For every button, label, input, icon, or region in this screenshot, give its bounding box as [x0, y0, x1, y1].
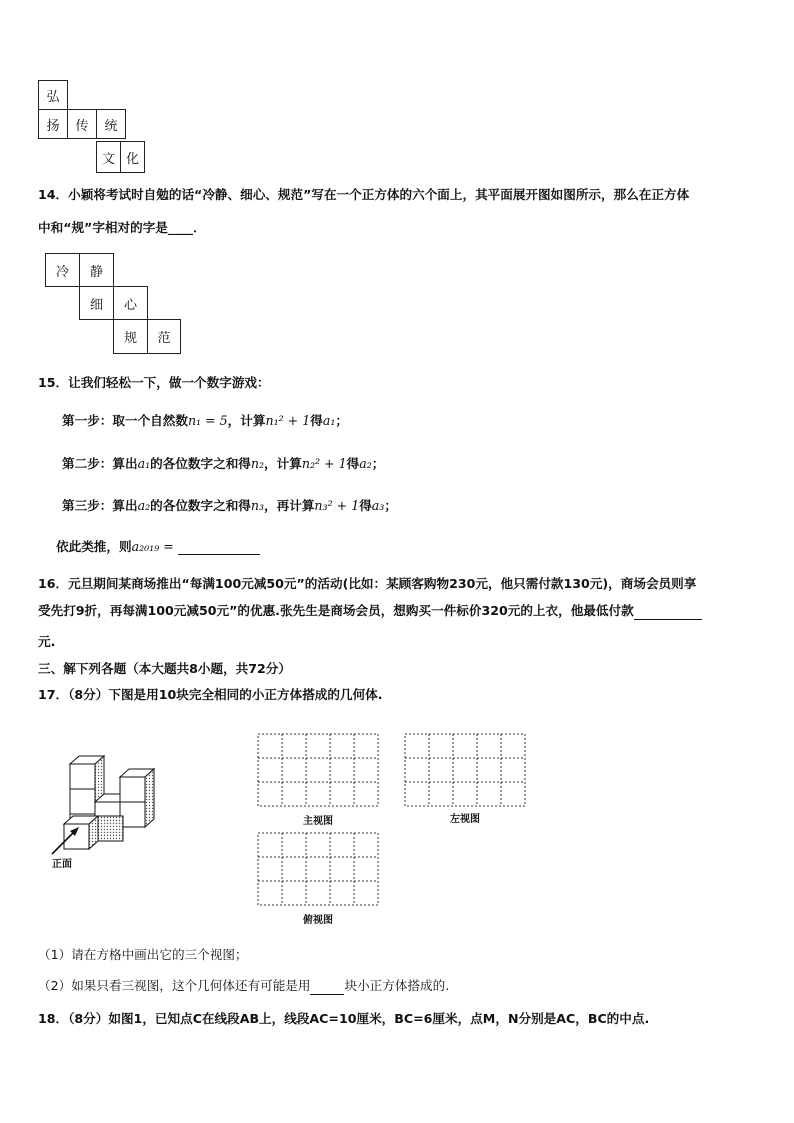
step1-text-b: ，计算 — [227, 413, 266, 428]
step1-text-c: 得 — [310, 413, 323, 428]
net-cell: 冷 — [45, 253, 80, 287]
question-16-line1: 16．元旦期间某商场推出“每满100元减50元”的活动(比如：某顾客购物230元，他只需付款130元)，商场会员则享 — [38, 576, 697, 591]
question-18-title: 18．（8分）如图1，已知点C在线段AB上，线段AC=10厘米，BC=6厘米，点M，N分别是AC，BC的中点. — [38, 1011, 650, 1026]
q15-step2: 第二步：算出a₁的各位数字之和得n₂，计算n₂² + 1得a₂； — [62, 456, 385, 471]
net-cell: 心 — [113, 286, 148, 320]
a2019-symbol: a₂₀₁₉ = — [131, 539, 174, 554]
question-15-intro: 15．让我们轻松一下，做一个数字游戏： — [38, 375, 270, 390]
a1-symbol: a₁ — [137, 456, 151, 471]
top-view-grid[interactable] — [257, 832, 379, 906]
step1-text-a: 第一步：取一个自然数 — [62, 413, 188, 428]
expr-n2: n₂² + 1 — [301, 456, 347, 471]
cube-stack-figure — [46, 750, 166, 872]
section-heading: 三、解下列各题（本大题共8小题，共72分） — [38, 661, 291, 676]
net-cell: 化 — [120, 141, 145, 173]
step3-text-a: 第三步：算出 — [62, 498, 138, 513]
n1-eq: n₁ = 5 — [187, 413, 228, 428]
step2-text-d: 得 — [346, 456, 360, 471]
a3-symbol: a₃ — [371, 498, 385, 513]
step3-text-b: 的各位数字之和得 — [150, 498, 251, 513]
step2-text-a: 第二步：算出 — [62, 456, 138, 471]
q16-line2-text: 受先打9折，再每满100元减50元”的优惠.张先生是商场会员，想购买一件标价320元的上衣，他最低付款 — [38, 603, 634, 618]
main-view-grid[interactable] — [257, 733, 379, 807]
front-label: 正面 — [52, 859, 72, 870]
expr-n3: n₃² + 1 — [314, 498, 360, 513]
answer-blank[interactable] — [634, 605, 702, 620]
net-cell: 静 — [79, 253, 114, 287]
step3-text-d: 得 — [359, 498, 372, 513]
net-cell: 规 — [113, 319, 148, 354]
step2-text-c: ，计算 — [264, 456, 302, 471]
net-cell: 弘 — [38, 80, 68, 110]
n3-symbol: n₃ — [250, 498, 265, 513]
question-14-line1: 14．小颖将考试时自勉的话“冷静、细心、规范”写在一个正方体的六个面上，其平面展开图如图所示，那么在正方体 — [38, 187, 690, 202]
question-16-line3: 元. — [38, 634, 56, 649]
a2-symbol: a₂ — [137, 498, 151, 513]
question-14-line2: 中和“规”字相对的字是____． — [38, 220, 206, 235]
left-view-caption: 左视图 — [450, 814, 480, 825]
q17-sub1: （1）请在方格中画出它的三个视图； — [38, 947, 248, 962]
question-16-line2 — [38, 602, 702, 620]
step3-text-c: ，再计算 — [264, 498, 315, 513]
q17-sub2-text-b: 块小正方体搭成的. — [344, 978, 450, 993]
net-cell: 扬 — [38, 109, 68, 139]
net-cell: 传 — [67, 109, 97, 139]
net-cell: 范 — [147, 319, 181, 354]
question-17-title: 17．（8分）下图是用10块完全相同的小正方体搭成的几何体. — [38, 687, 383, 702]
q15-final — [56, 536, 260, 555]
answer-blank[interactable] — [178, 540, 260, 555]
q15-step1: 第一步：取一个自然数n₁ = 5，计算n₁² + 1得a₁； — [62, 413, 348, 428]
left-view-grid[interactable] — [404, 733, 526, 807]
net-cell: 文 — [96, 141, 121, 173]
top-view-caption: 俯视图 — [303, 915, 333, 926]
q17-sub2-text-a: （2）如果只看三视图，这个几何体还有可能是用 — [38, 978, 311, 993]
final-text: 依此类推，则 — [56, 539, 132, 554]
a2-symbol: a₂ — [359, 456, 372, 471]
answer-blank[interactable] — [310, 980, 344, 995]
n2-symbol: n₂ — [250, 456, 265, 471]
a1-symbol: a₁ — [322, 413, 336, 428]
expr-n1: n₁² + 1 — [265, 413, 311, 428]
net-cell: 统 — [96, 109, 126, 139]
net-cell: 细 — [79, 286, 114, 320]
q15-step3: 第三步：算出a₂的各位数字之和得n₃，再计算n₃² + 1得a₃； — [62, 498, 397, 513]
main-view-caption: 主视图 — [303, 816, 333, 827]
q17-sub2 — [38, 977, 449, 995]
step2-text-b: 的各位数字之和得 — [150, 456, 251, 471]
